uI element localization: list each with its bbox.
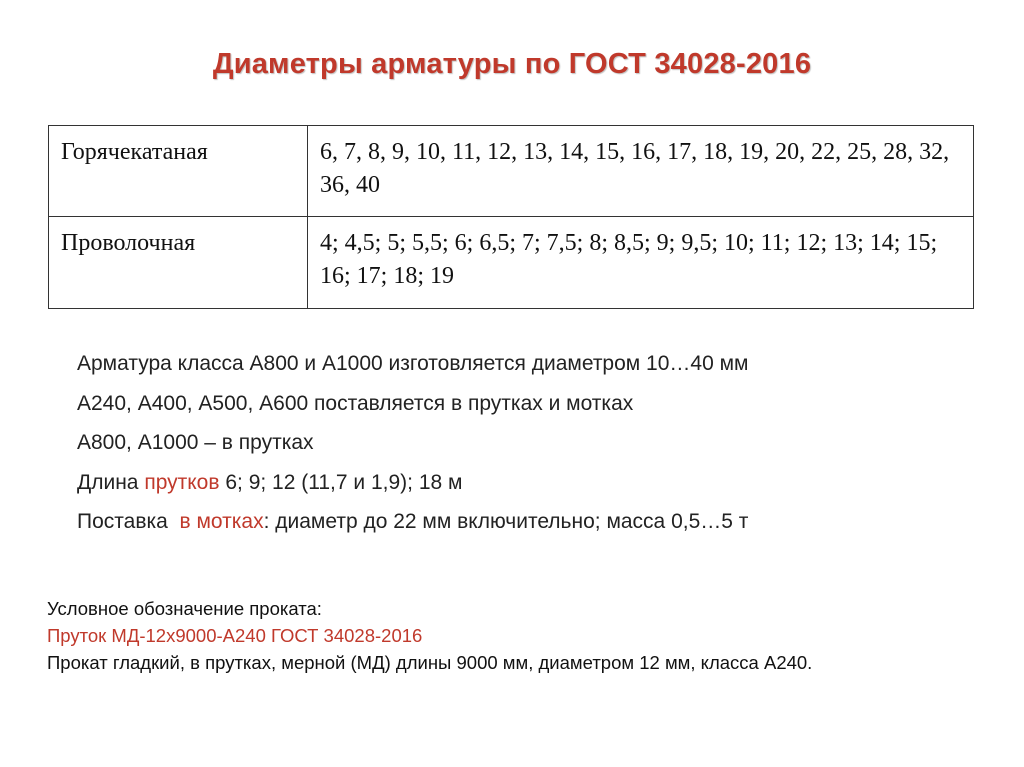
- designation-block: [47, 595, 1007, 676]
- rebar-type-cell: Горячекатаная: [49, 126, 308, 217]
- diameters-cell: 6, 7, 8, 9, 10, 11, 12, 13, 14, 15, 16, 17, 18, 19, 20, 22, 25, 28, 32, 36, 40: [308, 126, 974, 217]
- note-line: Арматура класса А800 и А1000 изготовляется диаметром 10…40 мм: [77, 352, 749, 375]
- table-row: [49, 217, 974, 309]
- note-text: Поставка: [77, 510, 180, 533]
- designation-heading: Условное обозначение проката:: [47, 598, 322, 619]
- note-text: : диаметр до 22 мм включительно; масса 0,5…5 т: [263, 510, 749, 533]
- note-line: [77, 502, 1007, 542]
- note-line: А240, А400, А500, А600 поставляется в прутках и мотках: [77, 391, 634, 415]
- note-line: А800, А1000 – в прутках: [77, 431, 314, 454]
- diameters-table: [48, 125, 974, 309]
- diameters-cell: 4; 4,5; 5; 5,5; 6; 6,5; 7; 7,5; 8; 8,5; 9; 9,5; 10; 11; 12; 13; 14; 15; 16; 17; 18; 19: [308, 217, 974, 309]
- page-title: Диаметры арматуры по ГОСТ 34028-2016: [212, 48, 812, 80]
- note-line: [77, 463, 1007, 503]
- highlight-text: в мотках: [179, 510, 264, 533]
- table-row: [49, 126, 974, 217]
- rebar-type-cell: Проволочная: [49, 217, 308, 309]
- note-text: 6; 9; 12 (11,7 и 1,9); 18 м: [219, 470, 463, 494]
- highlight-text: прутков: [144, 470, 220, 494]
- designation-explanation: Прокат гладкий, в прутках, мерной (МД) длины 9000 мм, диаметром 12 мм, класса А240.: [47, 652, 813, 673]
- note-text: Длина: [77, 470, 145, 494]
- designation-example: Пруток МД-12х9000-А240 ГОСТ 34028-2016: [47, 625, 423, 646]
- notes-block: [77, 344, 1007, 542]
